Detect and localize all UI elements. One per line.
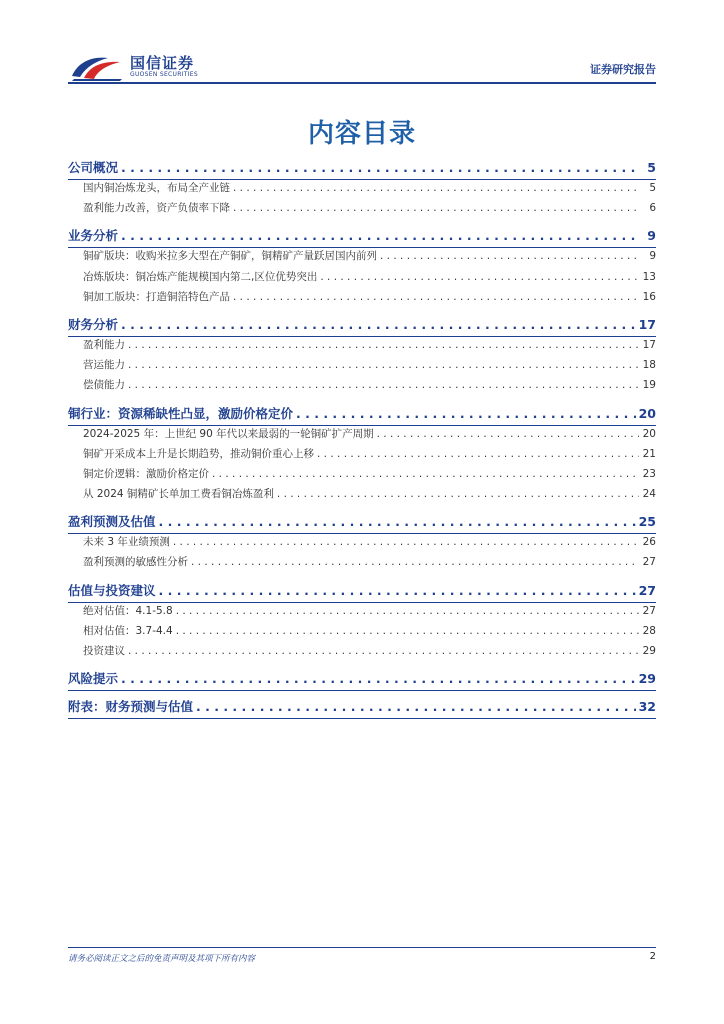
toc-section-entry[interactable] [68, 312, 656, 336]
toc-section-page: 27 [638, 582, 656, 598]
toc-subsection-title: 盈利能力 [83, 338, 125, 351]
toc-subsection-title: 营运能力 [83, 359, 125, 372]
toc-subsection-entry[interactable] [68, 289, 656, 309]
toc-leader-dots [159, 514, 636, 529]
toc-subsection-entry[interactable] [68, 534, 656, 554]
footer-divider [68, 947, 656, 948]
toc-section-divider [68, 690, 656, 691]
toc-subsection-title: 未来 3 年业绩预测 [83, 536, 170, 549]
toc-section-entry[interactable] [68, 401, 656, 425]
toc-section-entry[interactable] [68, 578, 656, 602]
toc-subsection-title: 相对估值：3.7-4.4 [83, 624, 173, 637]
toc-subsection-title: 盈利预测的敏感性分析 [83, 556, 188, 569]
toc-leader-dots [212, 468, 639, 480]
toc-subsection-page: 19 [642, 379, 656, 392]
toc-section-page: 9 [647, 228, 656, 244]
toc-subsection-entry[interactable] [68, 248, 656, 268]
toc-subsection-title: 铜加工版块：打造铜箔特色产品 [83, 290, 230, 303]
toc-subsection-entry[interactable] [68, 603, 656, 623]
logo-company-name-en: GUOSEN SECURITIES [130, 71, 199, 78]
toc-leader-dots [191, 556, 639, 568]
toc-leader-dots [196, 699, 636, 714]
toc-leader-dots [121, 671, 636, 686]
toc-leader-dots [121, 228, 639, 243]
toc-subsection-title: 投资建议 [83, 645, 125, 657]
toc-leader-dots [233, 202, 639, 214]
logo-company-name: 国信证券 [130, 54, 195, 72]
toc-leader-dots [128, 339, 639, 351]
toc-leader-dots [173, 536, 639, 548]
toc-section-page: 17 [638, 316, 656, 332]
toc-leader-dots [176, 625, 639, 637]
toc-section-title: 附表：财务预测与估值 [68, 699, 194, 715]
toc-subsection-title: 国内铜冶炼龙头，布局全产业链 [83, 182, 230, 194]
toc-section-title: 风险提示 [68, 671, 119, 687]
toc-section-title: 盈利预测及估值 [68, 514, 156, 530]
toc-subsection-page: 6 [649, 202, 656, 215]
toc-subsection-page: 23 [642, 467, 656, 480]
toc-subsection-page: 18 [642, 359, 656, 372]
toc-subsection-title: 2024-2025 年：上世纪 90 年代以来最弱的一轮铜矿扩产周期 [83, 427, 374, 440]
toc-section-entry[interactable] [68, 666, 656, 690]
toc-leader-dots [121, 317, 636, 332]
page-title: 内容目录 [307, 119, 416, 149]
toc-subsection-entry[interactable] [68, 200, 656, 220]
toc-section-page: 29 [638, 671, 656, 687]
toc-leader-dots [296, 406, 636, 421]
toc-subsection-title: 铜定价逻辑：激励价格定价 [83, 467, 209, 480]
toc-leader-dots [380, 250, 639, 262]
toc-leader-dots [277, 488, 639, 500]
toc-section-entry[interactable] [68, 223, 656, 247]
toc-subsection-page: 24 [642, 488, 656, 501]
toc-subsection-page: 9 [649, 250, 656, 263]
header-divider [68, 82, 656, 84]
toc-section-title: 业务分析 [68, 228, 119, 244]
footer-disclaimer: 请务必阅读正文之后的免责声明及其项下所有内容 [68, 954, 256, 964]
toc-leader-dots [128, 359, 639, 371]
toc-leader-dots [233, 182, 639, 194]
guosen-logo-icon [68, 50, 128, 84]
toc-subsection-title: 盈利能力改善，资产负债率下降 [83, 202, 230, 215]
table-of-contents [68, 152, 656, 719]
toc-subsection-page: 16 [642, 290, 656, 303]
toc-section-page: 32 [638, 699, 656, 715]
toc-subsection-page: 17 [642, 338, 656, 351]
toc-subsection-title: 从 2024 铜精矿长单加工费看铜冶炼盈利 [83, 488, 274, 501]
toc-section-entry[interactable] [68, 155, 656, 179]
toc-subsection-entry[interactable] [68, 426, 656, 446]
toc-leader-dots [176, 605, 639, 617]
toc-subsection-page: 26 [642, 536, 656, 549]
toc-section-page: 20 [638, 405, 656, 421]
toc-subsection-page: 28 [642, 624, 656, 637]
toc-leader-dots [377, 428, 639, 440]
toc-leader-dots [320, 271, 639, 283]
toc-leader-dots [128, 645, 639, 657]
toc-subsection-title: 偿债能力 [83, 379, 125, 392]
toc-leader-dots [159, 583, 636, 598]
toc-section-title: 财务分析 [68, 316, 119, 332]
page-number: 2 [649, 951, 656, 962]
toc-subsection-title: 绝对估值：4.1-5.8 [83, 604, 173, 617]
toc-section-title: 公司概况 [68, 160, 119, 175]
toc-subsection-title: 铜矿开采成本上升是长期趋势，推动铜价重心上移 [83, 447, 314, 460]
toc-subsection-entry[interactable] [68, 337, 656, 357]
toc-subsection-entry[interactable] [68, 180, 656, 200]
toc-subsection-page: 27 [642, 604, 656, 617]
toc-section-title: 估值与投资建议 [68, 582, 156, 598]
toc-leader-dots [128, 379, 639, 391]
toc-section-page: 5 [647, 160, 656, 175]
toc-subsection-entry[interactable] [68, 623, 656, 643]
toc-section-entry[interactable] [68, 509, 656, 533]
toc-section-title: 铜行业：资源稀缺性凸显，激励价格定价 [68, 405, 294, 421]
toc-section-entry[interactable] [68, 694, 656, 718]
toc-leader-dots [317, 448, 639, 460]
toc-subsection-title: 冶炼版块：铜冶炼产能规模国内第二,区位优势突出 [83, 270, 318, 283]
toc-subsection-page: 5 [649, 182, 656, 194]
toc-section-page: 25 [638, 514, 656, 530]
toc-subsection-title: 铜矿版块：收购米拉多大型在产铜矿，铜精矿产量跃居国内前列 [83, 250, 377, 263]
toc-subsection-entry[interactable] [68, 466, 656, 486]
toc-subsection-page: 13 [642, 270, 656, 283]
toc-subsection-entry[interactable] [68, 357, 656, 377]
toc-section-divider [68, 718, 656, 719]
toc-subsection-entry[interactable] [68, 269, 656, 289]
toc-leader-dots [233, 291, 639, 303]
toc-subsection-entry[interactable] [68, 554, 656, 574]
toc-subsection-page: 21 [642, 447, 656, 460]
toc-subsection-entry[interactable] [68, 486, 656, 506]
toc-subsection-entry[interactable] [68, 446, 656, 466]
toc-subsection-page: 29 [642, 645, 656, 657]
toc-subsection-entry[interactable] [68, 377, 656, 397]
toc-subsection-page: 27 [642, 556, 656, 569]
toc-subsection-entry[interactable] [68, 643, 656, 663]
report-type-label: 证券研究报告 [590, 63, 656, 76]
report-header [68, 50, 656, 84]
toc-subsection-page: 20 [642, 427, 656, 440]
toc-leader-dots [121, 160, 639, 175]
